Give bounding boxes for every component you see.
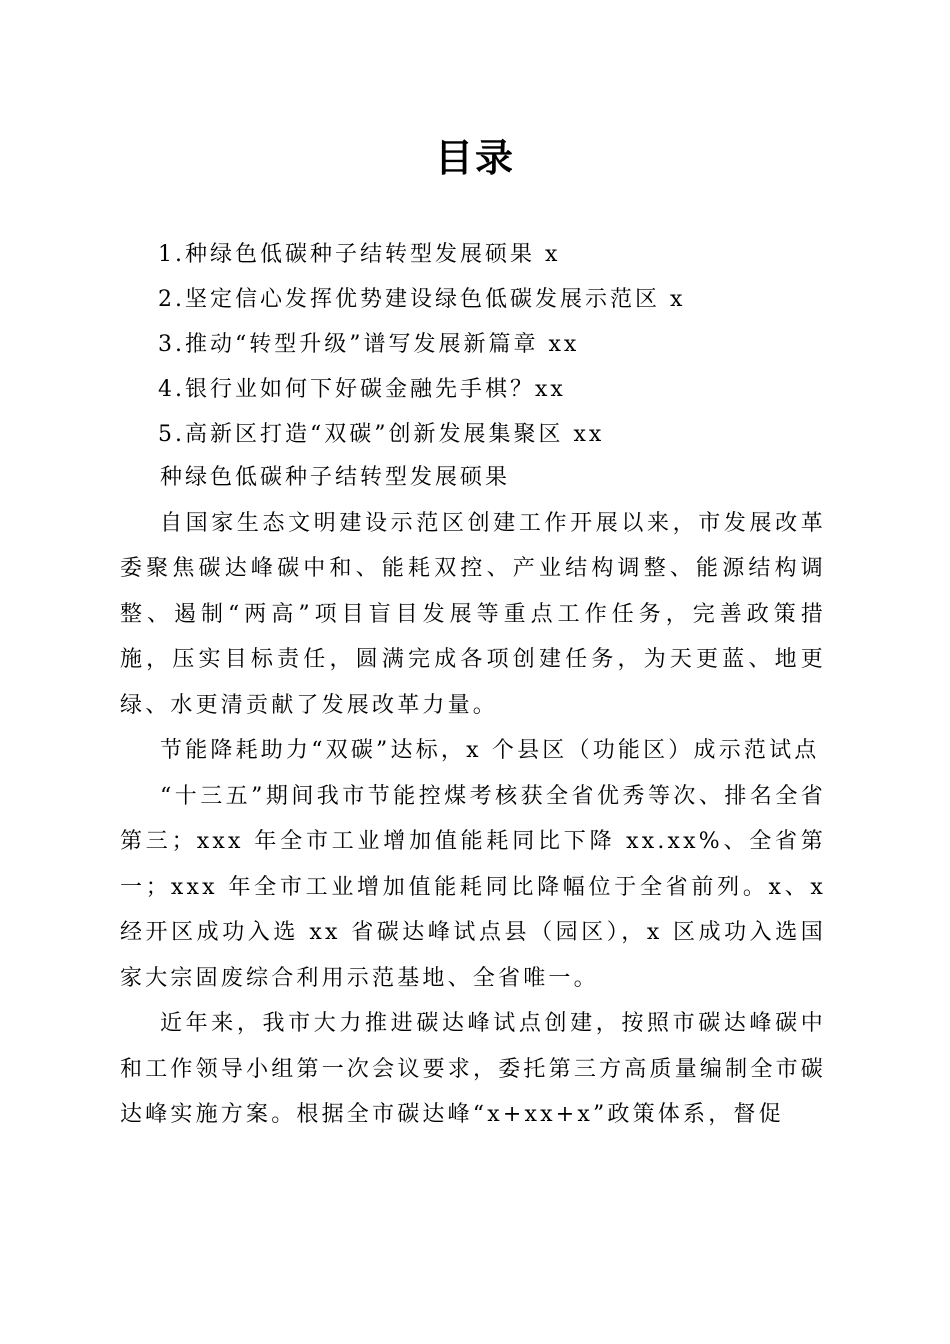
table-of-contents bbox=[158, 232, 858, 457]
toc-item: 1.种绿色低碳种子结转型发展硕果 x bbox=[158, 242, 561, 267]
body-paragraph: “十三五”期间我市节能控煤考核获全省优秀等次、排名全省第三；xxx 年全市工业增加值能耗同比下降 xx.xx%、全省第一；xxx 年全市工业增加值能耗同比降幅位于全省前列。x、x 经开区成功入选 xx 省碳达峰试点县（园区），x 区成功入选国家大宗固废综合利用示范基地、全省唯一。 bbox=[120, 783, 826, 991]
toc-item: 4.银行业如何下好碳金融先手棋？xx bbox=[158, 377, 566, 402]
body-paragraph: 自国家生态文明建设示范区创建工作开展以来，市发展改革委聚焦碳达峰碳中和、能耗双控、产业结构调整、能源结构调整、遏制“两高”项目盲目发展等重点工作任务，完善政策措施，压实目标责任，圆满完成各项创建任务，为天更蓝、地更绿、水更清贡献了发展改革力量。 bbox=[120, 510, 826, 718]
page-title: 目录 bbox=[434, 135, 515, 180]
body-paragraph: 近年来，我市大力推进碳达峰试点创建，按照市碳达峰碳中和工作领导小组第一次会议要求，委托第三方高质量编制全市碳达峰实施方案。根据全市碳达峰“x+xx+x”政策体系，督促 bbox=[120, 1011, 826, 1127]
toc-item: 3.推动“转型升级”谱写发展新篇章 xx bbox=[158, 332, 580, 357]
subheading-paragraph: 节能降耗助力“双碳”达标，x 个县区（功能区）成示范试点 bbox=[160, 738, 820, 763]
document-body bbox=[120, 455, 826, 1138]
section-title: 种绿色低碳种子结转型发展硕果 bbox=[160, 465, 511, 490]
toc-item: 2.坚定信心发挥优势建设绿色低碳发展示范区 x bbox=[158, 287, 686, 312]
toc-item: 5.高新区打造“双碳”创新发展集聚区 xx bbox=[158, 422, 605, 447]
